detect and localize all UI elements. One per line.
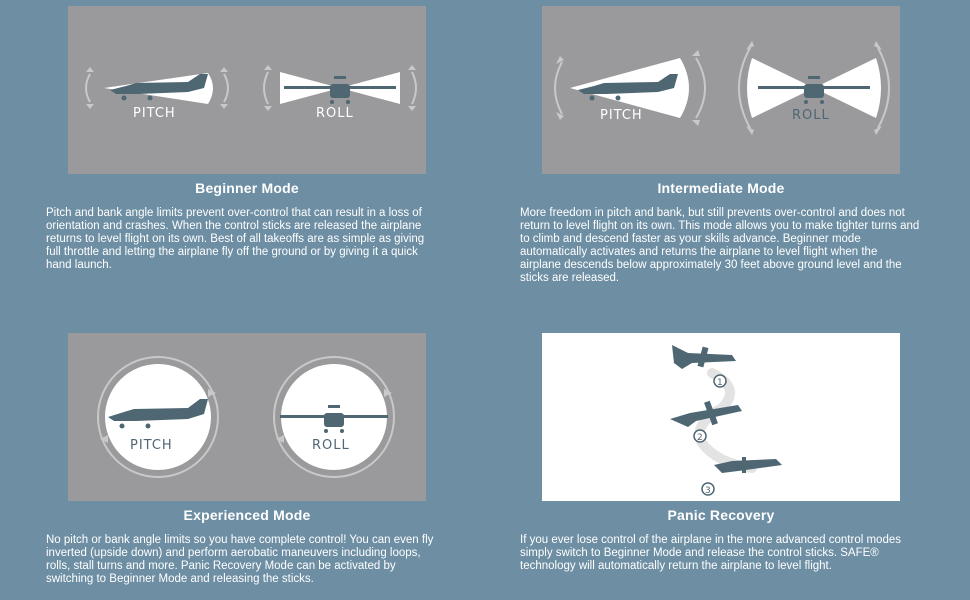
recovery-diagram [542,333,900,501]
roll-label: ROLL [312,438,350,453]
beginner-description: Pitch and bank angle limits prevent over-control that can result in a loss of orientation and crashes. When the control sticks are released the airplane returns to level flight on its own. Best of all takeoffs are as simple as giving full throttle and letting the airplane fly off the ground or by giving it a quick hand launch. [46,207,425,271]
intermediate-title: Intermediate Mode [657,180,785,196]
intermediate-diagram [542,6,900,174]
beginner-diagram [68,6,426,174]
plane-1-icon [672,345,736,369]
experienced-diagram [68,333,426,501]
experienced-illustration [68,333,426,501]
pitch-label: PITCH [600,108,643,123]
beginner-illustration [68,6,426,174]
roll-label: ROLL [316,106,354,121]
intermediate-illustration [542,6,900,174]
experienced-description: No pitch or bank angle limits so you have complete control! You can even fly inverted (upside down) and perform aerobatic maneuvers including loops, rolls, stall turns and more. Panic Recovery Mode can be activated by switching to Beginner Mode and releasing the sticks. [46,534,434,585]
panic-recovery-title: Panic Recovery [667,507,775,523]
roll-label: ROLL [792,108,830,123]
experienced-title: Experienced Mode [183,507,311,523]
pitch-label: PITCH [133,106,176,121]
intermediate-description: More freedom in pitch and bank, but still prevents over-control and does not return to level flight on its own. This mode allows you to make tighter turns and to climb and descend faster as your skills advance. Beginner mode automatically activates and returns the airplane to level flight when the airplane descends below approximately 30 feet above ground level and the sticks are released. [520,207,920,284]
step-3-label: 3 [705,486,711,496]
step-markers [694,375,726,496]
panic-recovery-illustration [542,333,900,501]
recovery-trail [700,373,753,468]
panic-recovery-description: If you ever lose control of the airplane in the more advanced control modes simply switch to Beginner Mode and release the control sticks. SAFE® technology will automatically return the airplane to level flight. [520,534,901,572]
pitch-label: PITCH [130,438,173,453]
step-2-label: 2 [697,433,703,443]
step-1-label: 1 [717,378,723,388]
beginner-title: Beginner Mode [195,180,299,196]
